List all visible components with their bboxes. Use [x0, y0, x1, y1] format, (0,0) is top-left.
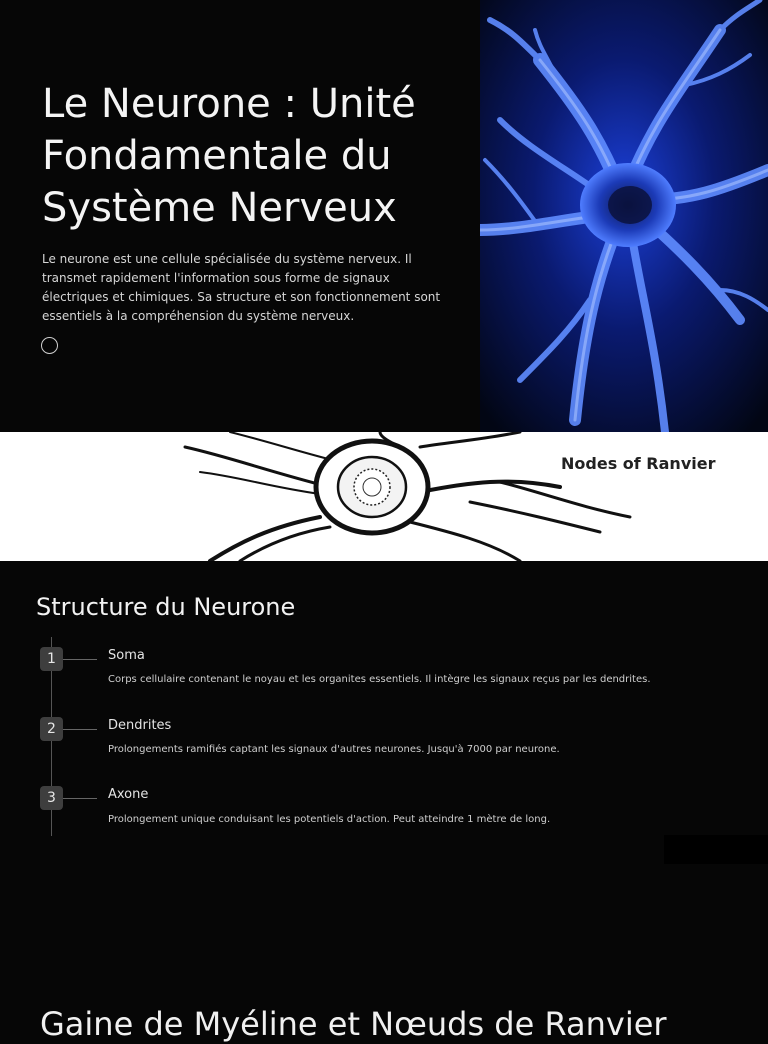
- circle-icon[interactable]: [41, 337, 58, 354]
- step-2-badge: 2: [40, 717, 63, 741]
- neuron-line-drawing: [0, 432, 768, 561]
- step-2-connector: [63, 729, 97, 730]
- step-1-description: Corps cellulaire contenant le noyau et les organites essentiels. Il intègre les signaux reçus par les dendrites.: [108, 674, 651, 685]
- structure-section-title: Structure du Neurone: [36, 593, 296, 621]
- step-3-badge: 3: [40, 786, 63, 810]
- myelin-section-title: Gaine de Myéline et Nœuds de Ranvier: [40, 1005, 667, 1043]
- step-3-connector: [63, 798, 97, 799]
- step-3-title: Axone: [108, 787, 149, 802]
- neuron-illustration: [480, 0, 768, 432]
- hero-section: [0, 0, 768, 432]
- step-1-badge: 1: [40, 647, 63, 671]
- step-2-title: Dendrites: [108, 718, 172, 733]
- hero-description: Le neurone est une cellule spécialisée du système nerveux. Il transmet rapidement l'information sous forme de signaux électriques et chimiques. Sa structure et son fonctionnement sont essentiels à la compréhension du système nerveux.: [42, 252, 441, 323]
- page-title: Le Neurone : Unité Fondamentale du Système Nerveux: [42, 81, 416, 231]
- diagram-label: Nodes of Ranvier: [561, 454, 716, 473]
- decorative-strip: [664, 835, 768, 864]
- step-1-connector: [63, 659, 97, 660]
- step-3-description: Prolongement unique conduisant les potentiels d'action. Peut atteindre 1 mètre de long.: [108, 814, 551, 825]
- step-2-description: Prolongements ramifiés captant les signaux d'autres neurones. Jusqu'à 7000 par neurone.: [108, 744, 560, 755]
- neuron-diagram-band: [0, 432, 768, 561]
- step-1-title: Soma: [108, 648, 145, 663]
